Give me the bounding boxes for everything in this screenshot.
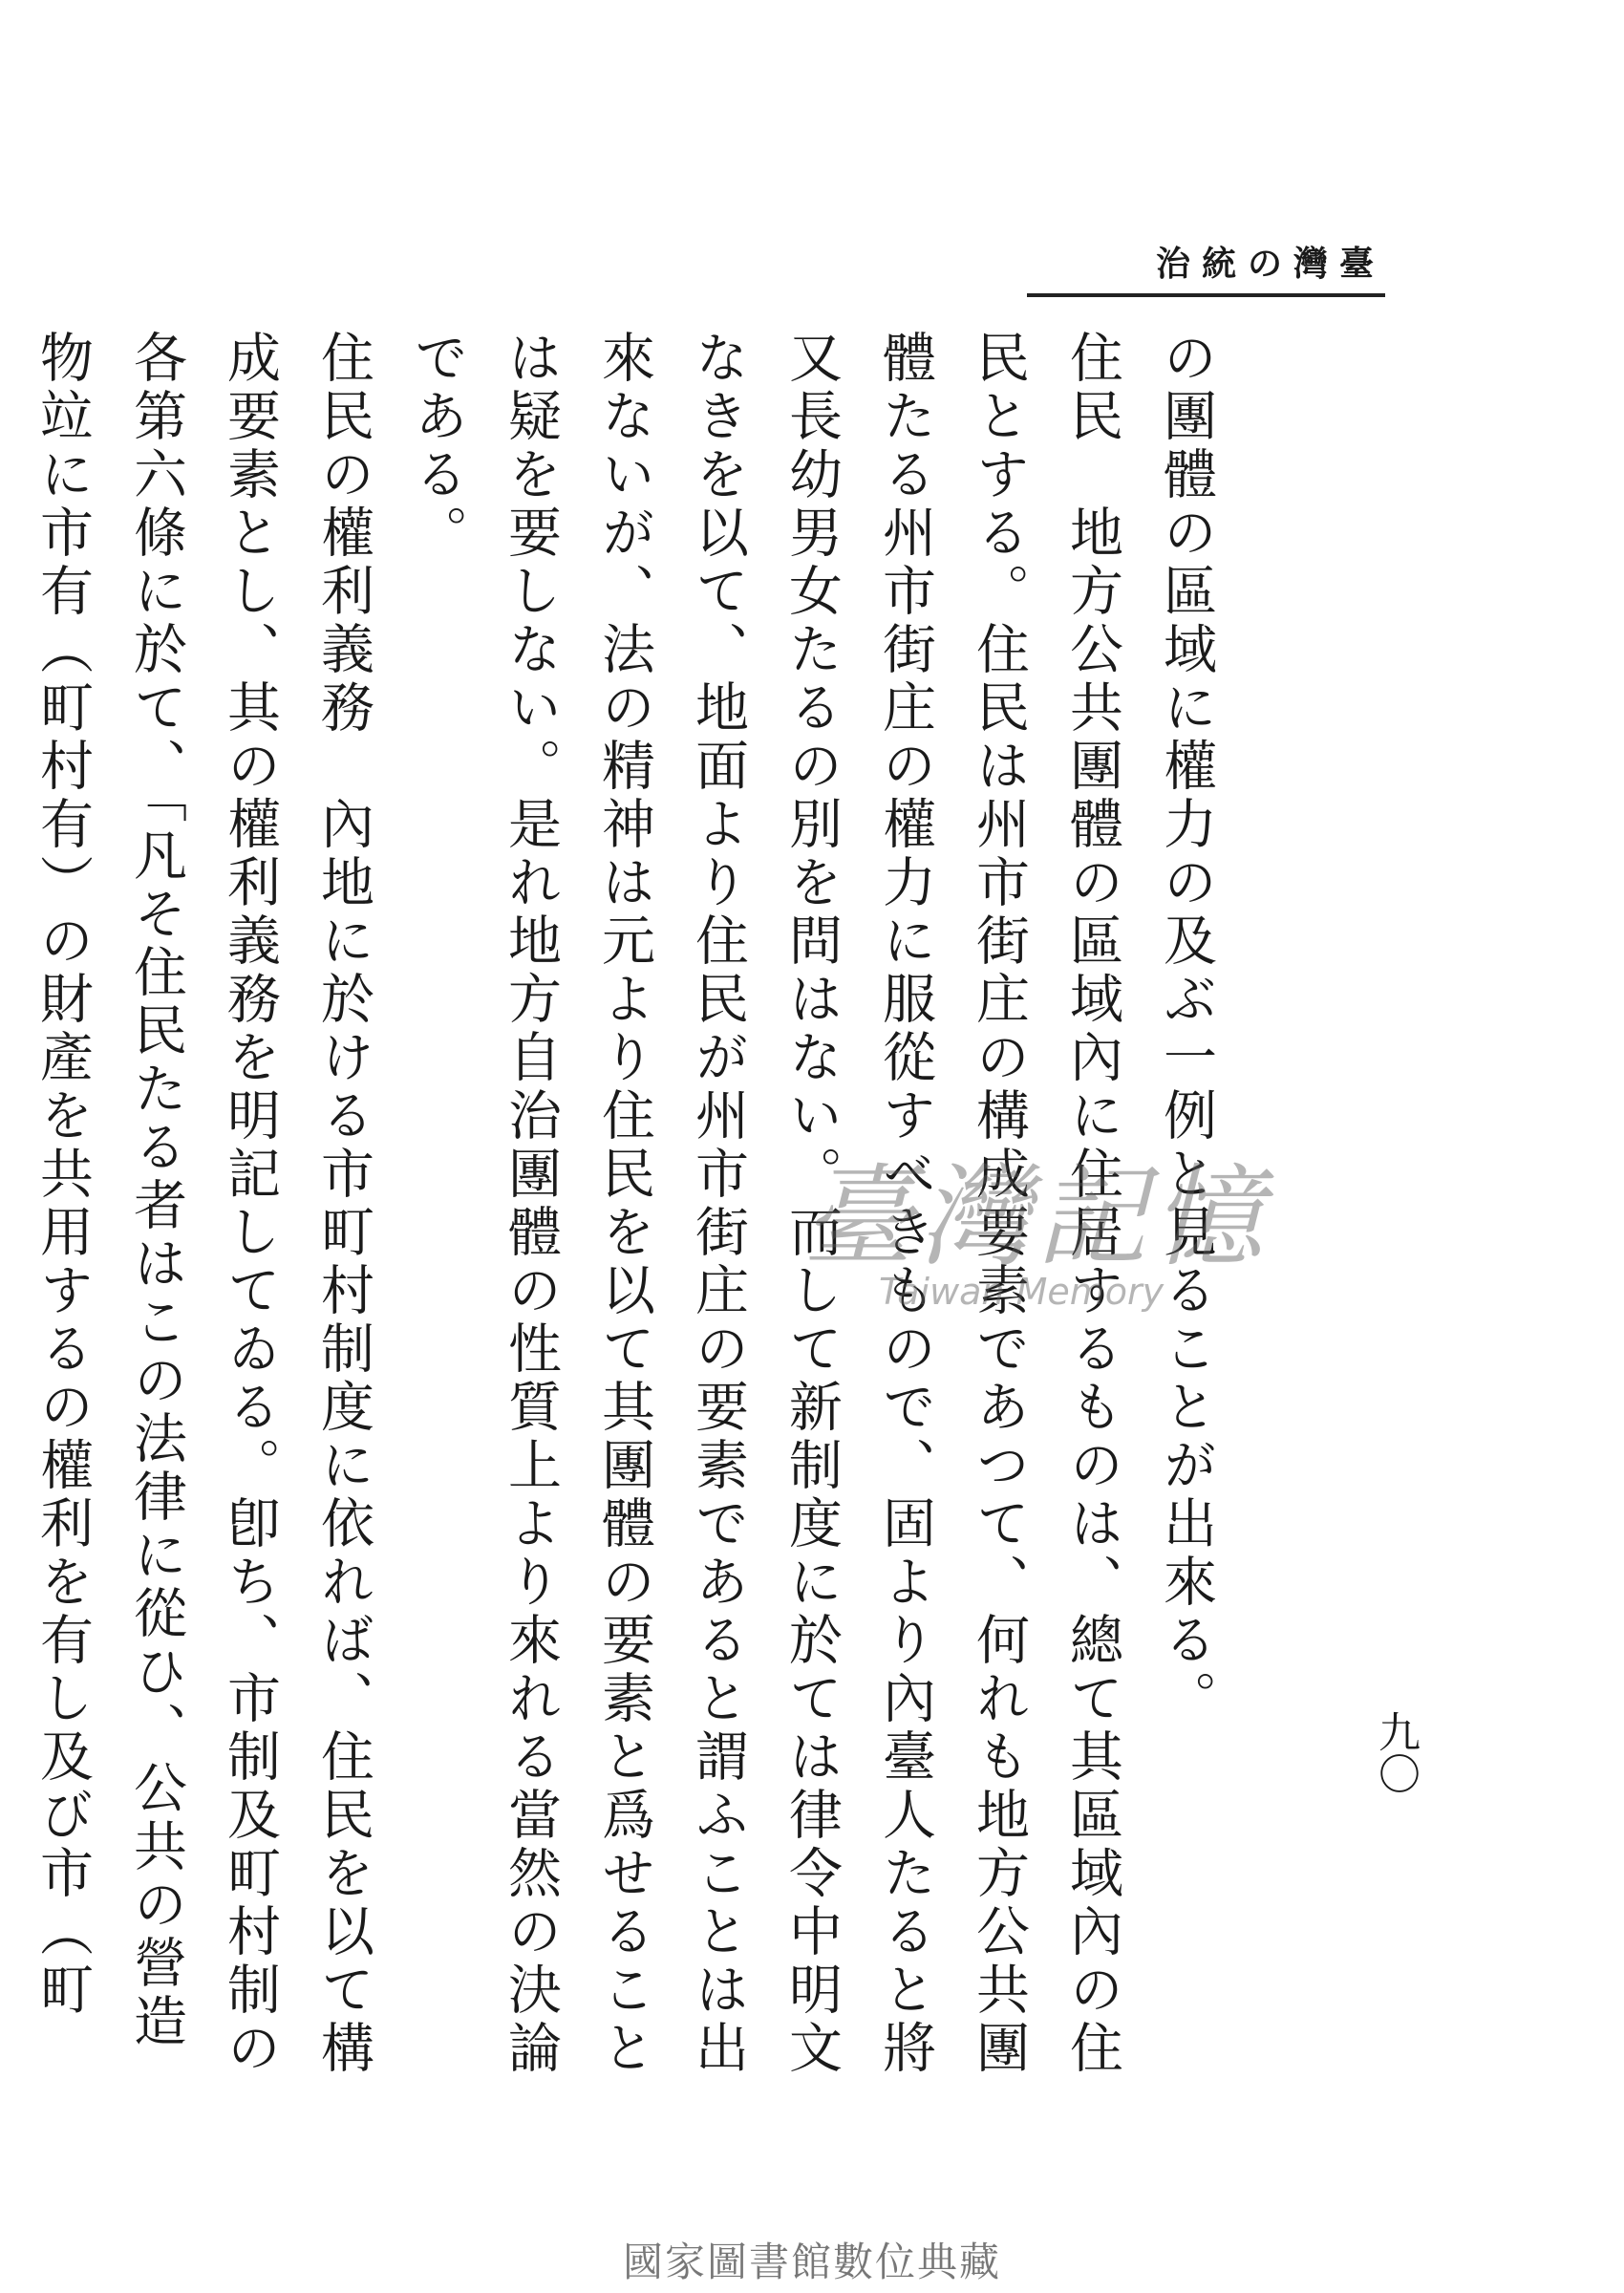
vertical-text-body	[32, 330, 1232, 2097]
watermark-logo-subtext: Taiwan Memory	[879, 1271, 1165, 1313]
paragraph-residents: 住民 地方公共團體の區域內に住居するものは、總て其區域內の住民とする。住民は州市街庄の構成要素であつて、何れも地方公共團體たる州市街庄の權力に服從すべきもので、固より內臺人たると將又長幼男女たるの別を問はない。而して新制度に於ては律令中明文なきを以て、地面より住民が州市街庄の要素であると謂ふことは出來ないが、法の精神は元より住民を以て其團體の要素と爲せることは疑を要しない。是れ地方自治團體の性質上より來れる當然の決論である。	[406, 330, 1123, 2078]
paragraph-rights-duties: 住民の權利義務 內地に於ける市町村制度に依れば、住民を以て構成要素とし、其の權利義務を明記してゐる。卽ち、市制及町村制の各第六條に於て、「凡そ住民たる者はこの法律に從ひ、公共の營造物竝に市有（町村有）の財產を共用するの權利を有し及び市（町	[32, 330, 374, 2078]
watermark-logo-text: 臺灣記憶	[802, 1153, 1269, 1282]
paragraph-continuation: の團體の區域に權力の及ぶ一例と見ることが出來る。	[1155, 330, 1217, 1728]
running-header	[1079, 237, 1385, 290]
page-number: 九〇	[1371, 1710, 1420, 1794]
running-title: 臺灣の統治	[1155, 244, 1385, 284]
library-footer: 國家圖書館數位典藏	[622, 2239, 1001, 2285]
header-rule	[1027, 293, 1385, 297]
